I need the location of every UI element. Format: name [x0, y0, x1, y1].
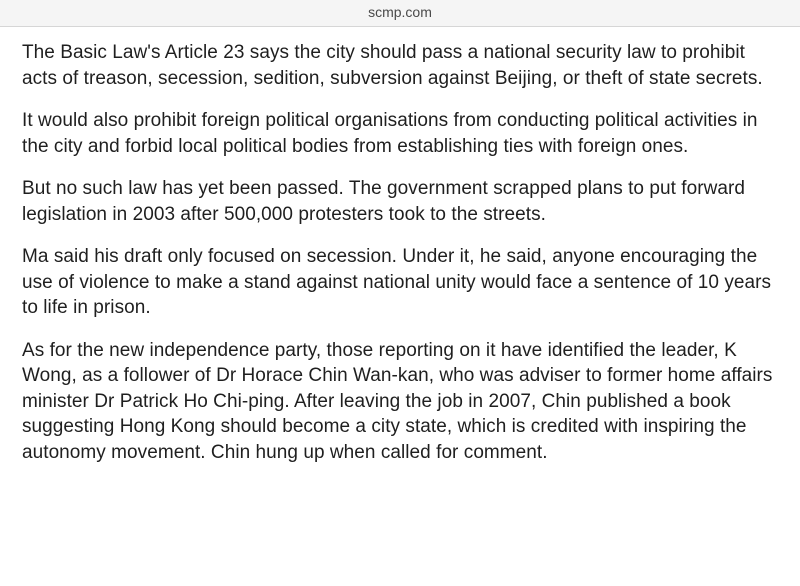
- url-text[interactable]: scmp.com: [368, 4, 432, 20]
- article-paragraph: But no such law has yet been passed. The government scrapped plans to put forward legislation in 2003 after 500,000 protesters took to the streets.: [22, 178, 745, 225]
- article-paragraph: Ma said his draft only focused on secession. Under it, he said, anyone encouraging the use of violence to make a stand against national unity would face a sentence of 10 years to life in prison.: [22, 246, 772, 318]
- article-body: [22, 40, 782, 482]
- article-paragraph: The Basic Law's Article 23 says the city should pass a national security law to prohibit acts of treason, secession, sedition, subversion against Beijing, or theft of state secrets.: [22, 42, 763, 89]
- article-paragraph: It would also prohibit foreign political organisations from conducting political activities in the city and forbid local political bodies from establishing ties with foreign ones.: [22, 110, 758, 157]
- address-bar[interactable]: [0, 0, 800, 27]
- article-paragraph: As for the new independence party, those reporting on it have identified the leader, K Wong, as a follower of Dr Horace Chin Wan-kan, who was adviser to former home affairs minister Dr Patrick Ho Chi-ping. After leaving the job in 2007, Chin published a book suggesting Hong Kong should become a city state, which is credited with inspiring the autonomy movement. Chin hung up when called for comment.: [22, 339, 773, 463]
